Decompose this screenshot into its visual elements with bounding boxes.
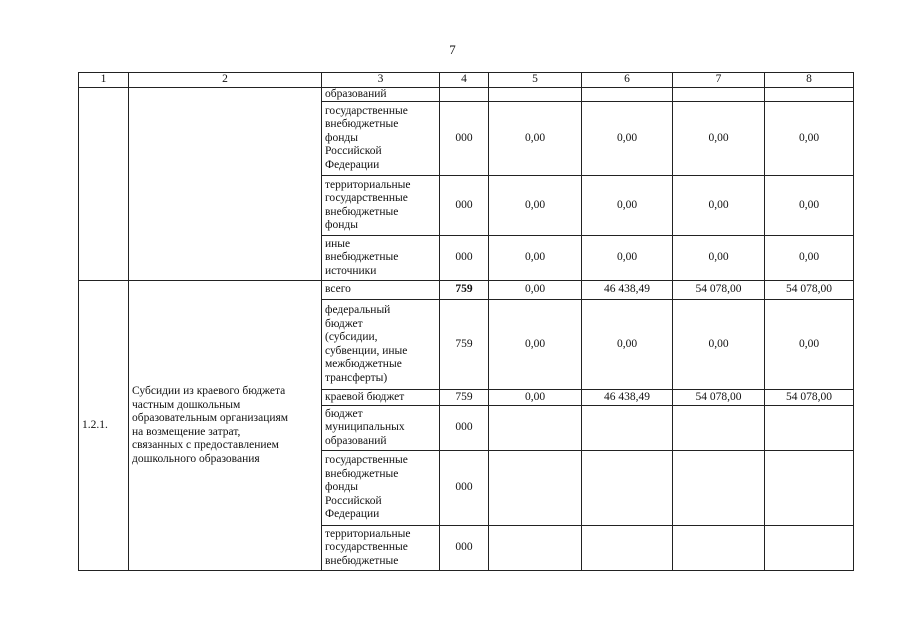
column-header: 6	[582, 73, 673, 88]
value-cell: 0,00	[489, 176, 582, 236]
value-cell: 0,00	[673, 300, 765, 390]
funding-source-cell: государственные внебюджетные фонды Российской Федерации	[322, 102, 440, 176]
funding-source-cell: федеральный бюджет (субсидии, субвенции, иные межбюджетные трансферты)	[322, 300, 440, 390]
value-cell: 759	[440, 300, 489, 390]
value-cell: 759	[440, 281, 489, 300]
funding-source-cell: всего	[322, 281, 440, 300]
description-cell	[129, 87, 322, 281]
value-cell	[673, 451, 765, 526]
code-cell	[79, 87, 129, 281]
value-cell: 000	[440, 406, 489, 451]
value-cell: 0,00	[489, 102, 582, 176]
value-cell	[765, 526, 854, 571]
value-cell	[765, 87, 854, 102]
value-cell: 54 078,00	[673, 281, 765, 300]
item-description: Субсидии из краевого бюджета частным дошкольным образовательным организациям на возмещение затрат, связанных с предоставлением дошкольного образования	[129, 281, 322, 571]
value-cell	[489, 406, 582, 451]
column-header: 7	[673, 73, 765, 88]
budget-table	[78, 72, 854, 571]
table-row	[79, 281, 854, 300]
value-cell: 000	[440, 451, 489, 526]
funding-source-cell: иные внебюджетные источники	[322, 236, 440, 281]
value-cell: 0,00	[673, 236, 765, 281]
value-cell	[582, 87, 673, 102]
column-header: 1	[79, 73, 129, 88]
column-header: 8	[765, 73, 854, 88]
value-cell	[582, 406, 673, 451]
value-cell: 0,00	[673, 102, 765, 176]
page-number: 7	[449, 42, 456, 57]
value-cell	[765, 406, 854, 451]
value-cell: 759	[440, 390, 489, 406]
value-cell	[489, 526, 582, 571]
funding-source-cell: территориальные государственные внебюджетные фонды	[322, 176, 440, 236]
value-cell: 0,00	[489, 236, 582, 281]
value-cell	[673, 87, 765, 102]
table-row	[79, 87, 854, 102]
value-cell: 46 438,49	[582, 390, 673, 406]
column-header: 4	[440, 73, 489, 88]
value-cell	[765, 451, 854, 526]
funding-source-cell: государственные внебюджетные фонды Российской Федерации	[322, 451, 440, 526]
funding-source-cell: бюджет муниципальных образований	[322, 406, 440, 451]
value-cell: 0,00	[765, 236, 854, 281]
value-cell: 000	[440, 526, 489, 571]
value-cell	[489, 451, 582, 526]
value-cell: 0,00	[673, 176, 765, 236]
column-header: 5	[489, 73, 582, 88]
value-cell: 46 438,49	[582, 281, 673, 300]
value-cell: 0,00	[765, 176, 854, 236]
value-cell: 0,00	[489, 390, 582, 406]
funding-source-cell: краевой бюджет	[322, 390, 440, 406]
value-cell	[489, 87, 582, 102]
value-cell	[440, 87, 489, 102]
value-cell: 000	[440, 102, 489, 176]
value-cell: 54 078,00	[765, 390, 854, 406]
value-cell: 0,00	[489, 281, 582, 300]
value-cell: 54 078,00	[765, 281, 854, 300]
column-header: 2	[129, 73, 322, 88]
value-cell: 000	[440, 176, 489, 236]
column-header: 3	[322, 73, 440, 88]
value-cell: 0,00	[765, 102, 854, 176]
value-cell: 0,00	[582, 236, 673, 281]
value-cell: 000	[440, 236, 489, 281]
value-cell: 0,00	[582, 102, 673, 176]
value-cell	[582, 526, 673, 571]
value-cell	[673, 406, 765, 451]
value-cell	[582, 451, 673, 526]
item-code: 1.2.1.	[79, 281, 129, 571]
column-number-row	[79, 73, 854, 88]
value-cell: 0,00	[582, 176, 673, 236]
value-cell	[673, 526, 765, 571]
value-cell: 0,00	[765, 300, 854, 390]
value-cell: 54 078,00	[673, 390, 765, 406]
value-cell: 0,00	[489, 300, 582, 390]
value-cell: 0,00	[582, 300, 673, 390]
funding-source-cell: образований	[322, 87, 440, 102]
funding-source-cell: территориальные государственные внебюджетные	[322, 526, 440, 571]
